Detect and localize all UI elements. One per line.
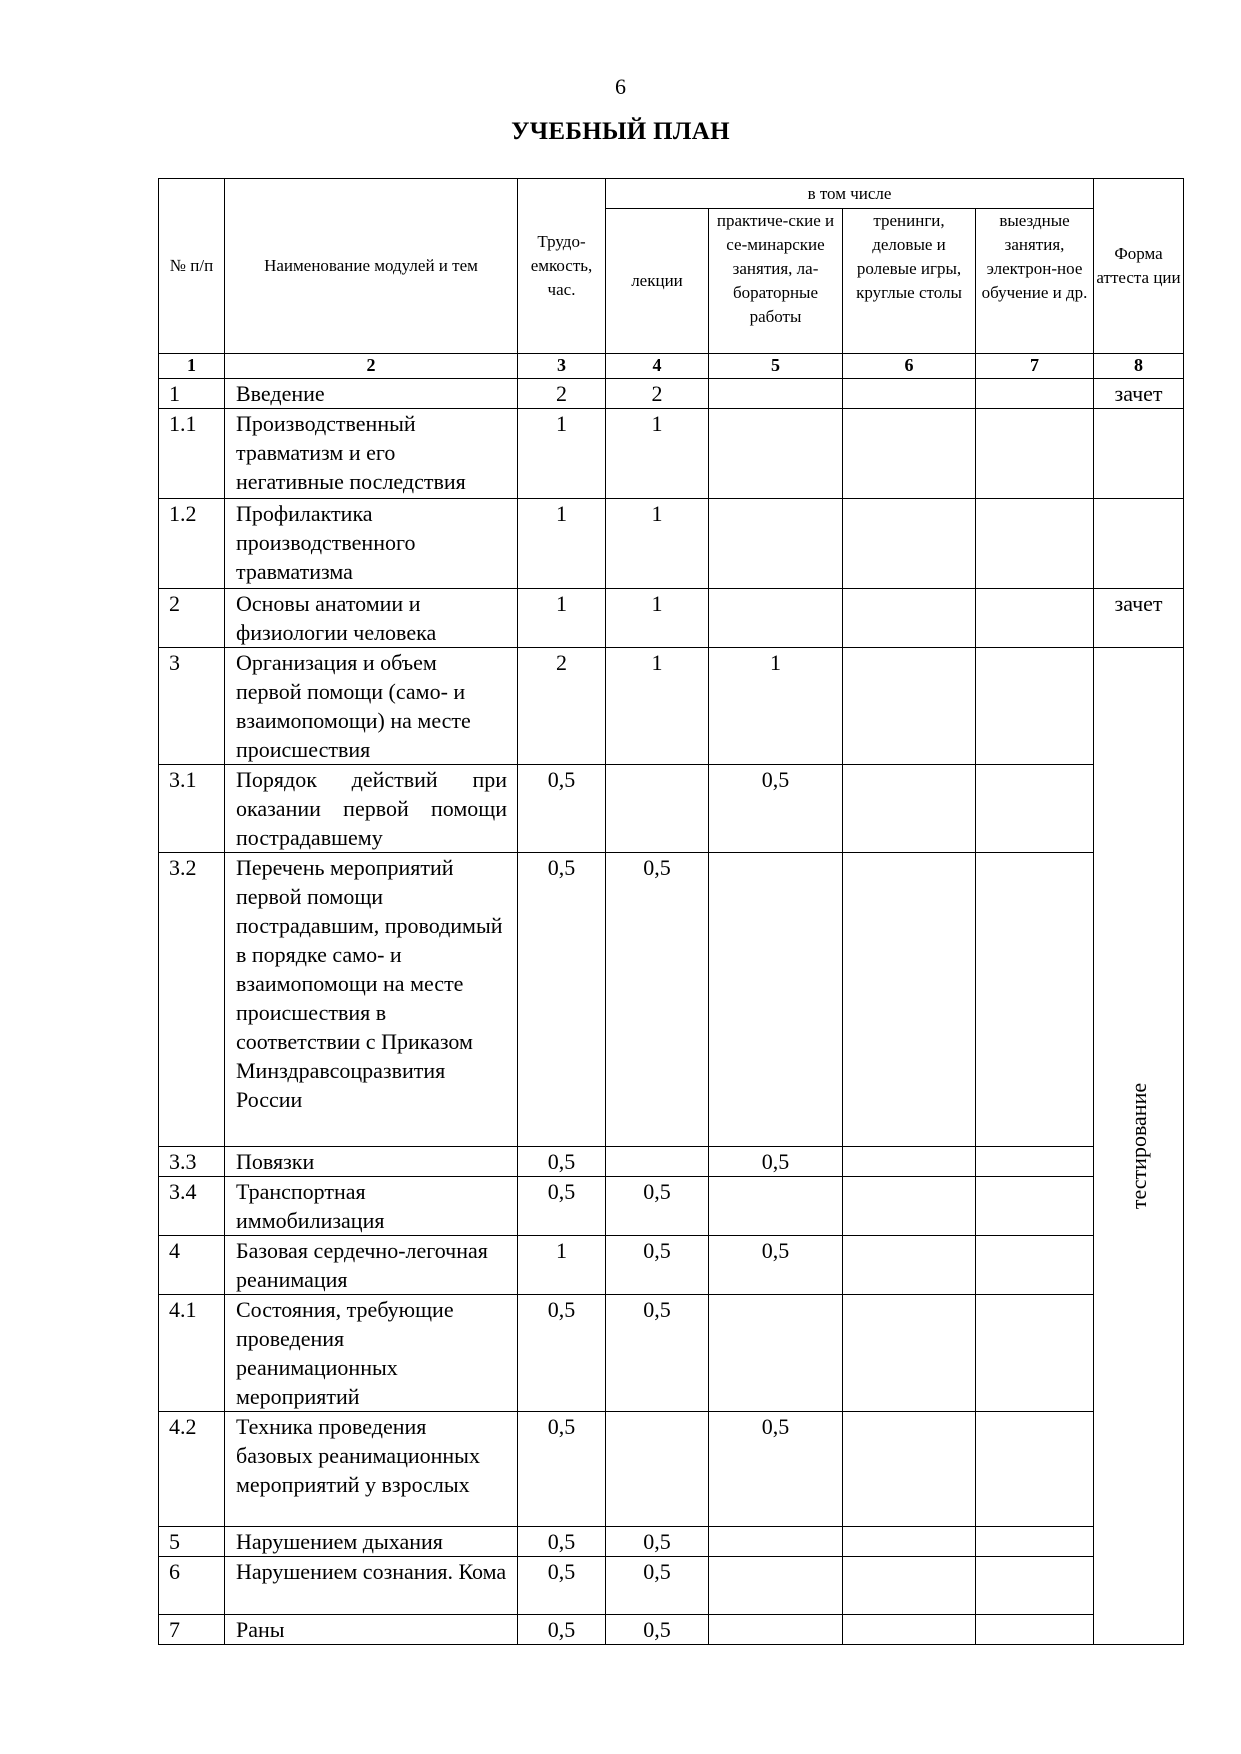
column-number: 8 [1094, 354, 1184, 379]
row-offsite [976, 1557, 1094, 1615]
row-lectures: 1 [606, 589, 709, 648]
row-number: 3 [159, 648, 225, 765]
row-trainings [843, 648, 976, 765]
row-trainings [843, 589, 976, 648]
row-offsite [976, 648, 1094, 765]
row-attestation [1094, 499, 1184, 589]
row-offsite [976, 1147, 1094, 1177]
row-number: 1.1 [159, 409, 225, 499]
table-row [159, 379, 1184, 409]
row-hours: 0,5 [518, 1295, 606, 1412]
row-offsite [976, 379, 1094, 409]
row-hours: 0,5 [518, 1615, 606, 1645]
row-practice [709, 589, 843, 648]
table-row [159, 648, 1184, 765]
row-offsite [976, 589, 1094, 648]
column-number: 3 [518, 354, 606, 379]
row-number: 3.3 [159, 1147, 225, 1177]
row-offsite [976, 1236, 1094, 1295]
row-practice: 0,5 [709, 1147, 843, 1177]
row-number: 4.2 [159, 1412, 225, 1527]
row-practice: 0,5 [709, 1412, 843, 1527]
attestation-testing-label: тестирование [1125, 1082, 1151, 1210]
row-offsite [976, 853, 1094, 1147]
row-number: 3.1 [159, 765, 225, 853]
row-practice [709, 1557, 843, 1615]
row-hours: 0,5 [518, 1147, 606, 1177]
row-trainings [843, 1236, 976, 1295]
row-lectures: 1 [606, 648, 709, 765]
row-trainings [843, 1177, 976, 1236]
row-number: 3.2 [159, 853, 225, 1147]
header-group: в том числе [606, 179, 1094, 209]
page-number: 6 [615, 74, 626, 99]
row-offsite [976, 765, 1094, 853]
column-number: 1 [159, 354, 225, 379]
column-number: 2 [225, 354, 518, 379]
row-practice [709, 1295, 843, 1412]
row-name: Раны [225, 1615, 518, 1645]
row-trainings [843, 1557, 976, 1615]
table-row [159, 853, 1184, 1147]
row-number: 6 [159, 1557, 225, 1615]
row-number: 1.2 [159, 499, 225, 589]
row-lectures: 0,5 [606, 1615, 709, 1645]
row-practice: 0,5 [709, 765, 843, 853]
header-lectures: лекции [606, 209, 709, 354]
row-trainings [843, 1615, 976, 1645]
column-number: 6 [843, 354, 976, 379]
table-row [159, 765, 1184, 853]
table-row [159, 589, 1184, 648]
row-attestation: зачет [1094, 589, 1184, 648]
row-trainings [843, 853, 976, 1147]
row-hours: 0,5 [518, 1412, 606, 1527]
row-name: Транспортная иммобилизация [225, 1177, 518, 1236]
row-offsite [976, 1177, 1094, 1236]
row-hours: 0,5 [518, 765, 606, 853]
curriculum-table [158, 178, 1184, 1645]
row-number: 2 [159, 589, 225, 648]
row-lectures: 0,5 [606, 1557, 709, 1615]
table-row [159, 1615, 1184, 1645]
row-hours: 1 [518, 409, 606, 499]
row-lectures: 2 [606, 379, 709, 409]
header-name: Наименование модулей и тем [225, 179, 518, 354]
row-hours: 2 [518, 379, 606, 409]
row-name: Перечень мероприятий первой помощи пострадавшим, проводимый в порядке само- и взаимопомощи на месте происшествия в соответствии с Приказом Минздравсоцразвития России [225, 853, 518, 1147]
row-attestation: зачет [1094, 379, 1184, 409]
row-number: 7 [159, 1615, 225, 1645]
row-offsite [976, 409, 1094, 499]
row-hours: 1 [518, 499, 606, 589]
row-hours: 1 [518, 1236, 606, 1295]
row-name: Состояния, требующие проведения реанимационных мероприятий [225, 1295, 518, 1412]
row-trainings [843, 499, 976, 589]
row-lectures: 0,5 [606, 853, 709, 1147]
row-number: 3.4 [159, 1177, 225, 1236]
row-hours: 2 [518, 648, 606, 765]
row-name: Порядок действий при оказании первой помощи пострадавшему [225, 765, 518, 853]
row-name: Техника проведения базовых реанимационных мероприятий у взрослых [225, 1412, 518, 1527]
row-hours: 0,5 [518, 853, 606, 1147]
row-trainings [843, 765, 976, 853]
attestation-merged-cell [1094, 648, 1184, 1645]
row-trainings [843, 1527, 976, 1557]
row-number: 1 [159, 379, 225, 409]
row-practice [709, 1527, 843, 1557]
row-trainings [843, 1412, 976, 1527]
page-title: УЧЕБНЫЙ ПЛАН [511, 118, 730, 145]
row-lectures: 1 [606, 409, 709, 499]
row-practice [709, 1615, 843, 1645]
row-trainings [843, 1295, 976, 1412]
row-lectures: 0,5 [606, 1177, 709, 1236]
header-attestation: Форма аттеста ции [1094, 179, 1184, 354]
row-trainings [843, 1147, 976, 1177]
row-name: Нарушением дыхания [225, 1527, 518, 1557]
row-name: Профилактика производственного травматизма [225, 499, 518, 589]
row-offsite [976, 1295, 1094, 1412]
row-number: 4.1 [159, 1295, 225, 1412]
row-name: Введение [225, 379, 518, 409]
row-practice [709, 853, 843, 1147]
row-name: Организация и объем первой помощи (само- и взаимопомощи) на месте происшествия [225, 648, 518, 765]
row-lectures [606, 1147, 709, 1177]
header-practice: практиче-ские и се-минарские занятия, ла-бораторные работы [709, 209, 843, 354]
header-num: № п/п [159, 179, 225, 354]
table-row [159, 1412, 1184, 1527]
row-name: Базовая сердечно-легочная реанимация [225, 1236, 518, 1295]
column-number: 5 [709, 354, 843, 379]
row-lectures: 1 [606, 499, 709, 589]
row-name: Повязки [225, 1147, 518, 1177]
row-offsite [976, 1527, 1094, 1557]
row-hours: 0,5 [518, 1527, 606, 1557]
row-trainings [843, 379, 976, 409]
row-attestation [1094, 409, 1184, 499]
table-row [159, 499, 1184, 589]
row-lectures: 0,5 [606, 1527, 709, 1557]
table-row [159, 1295, 1184, 1412]
row-number: 5 [159, 1527, 225, 1557]
column-numbers-row [159, 354, 1184, 379]
row-practice [709, 409, 843, 499]
row-practice: 1 [709, 648, 843, 765]
table-row [159, 409, 1184, 499]
row-hours: 0,5 [518, 1177, 606, 1236]
column-number: 4 [606, 354, 709, 379]
row-hours: 1 [518, 589, 606, 648]
column-number: 7 [976, 354, 1094, 379]
row-lectures: 0,5 [606, 1236, 709, 1295]
table-row [159, 1177, 1184, 1236]
row-practice [709, 1177, 843, 1236]
row-practice [709, 499, 843, 589]
row-trainings [843, 409, 976, 499]
header-hours: Трудо-емкость, час. [518, 179, 606, 354]
row-practice: 0,5 [709, 1236, 843, 1295]
row-lectures [606, 765, 709, 853]
row-practice [709, 379, 843, 409]
row-number: 4 [159, 1236, 225, 1295]
row-lectures: 0,5 [606, 1295, 709, 1412]
row-name: Основы анатомии и физиологии человека [225, 589, 518, 648]
row-offsite [976, 1412, 1094, 1527]
table-row [159, 1527, 1184, 1557]
row-name: Нарушением сознания. Кома [225, 1557, 518, 1615]
row-hours: 0,5 [518, 1557, 606, 1615]
row-lectures [606, 1412, 709, 1527]
row-offsite [976, 499, 1094, 589]
header-trainings: тренинги, деловые и ролевые игры, круглые столы [843, 209, 976, 354]
table-row [159, 1236, 1184, 1295]
row-name: Производственный травматизм и его негативные последствия [225, 409, 518, 499]
table-row [159, 1147, 1184, 1177]
row-offsite [976, 1615, 1094, 1645]
header-offsite: выездные занятия, электрон-ное обучение и др. [976, 209, 1094, 354]
table-row [159, 1557, 1184, 1615]
